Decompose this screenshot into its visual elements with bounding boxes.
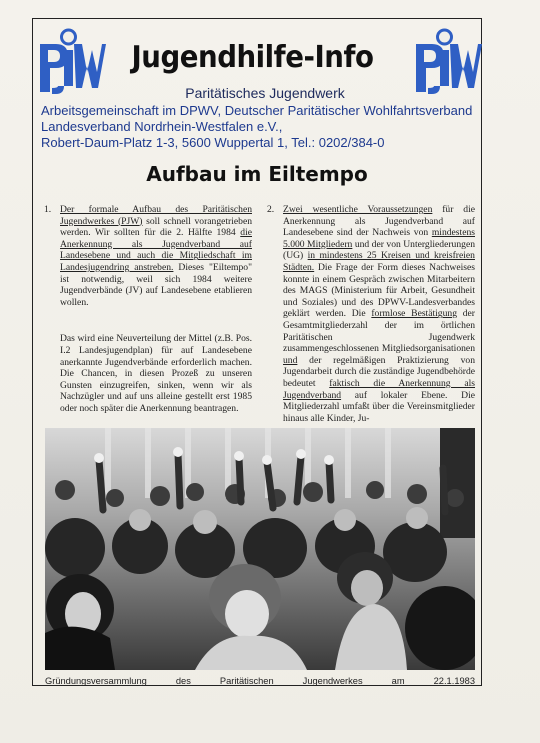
- underlined-text: mindestens 5.000 Mitgliedern: [283, 227, 475, 250]
- underlined-text: Der formale Aufbau des Paritätischen Jugendwerkes (PJW): [60, 204, 252, 227]
- photo-image: [45, 428, 475, 670]
- article-column-left: [44, 204, 253, 415]
- body-text: Dieses "Eiltempo" ist notwendig, weil sich 1984 weitere Jugendverbände (JV) auf Landesebene etablieren wollen.: [60, 261, 252, 308]
- underlined-text: Zwei wesentliche Voraussetzungen: [283, 204, 433, 215]
- body-text: für die Anerkennung als Jugendverband auf Landesebene sind der Nachweis von: [283, 204, 475, 239]
- underlined-text: faktisch die Anerkennung als Jugendverband: [283, 377, 475, 401]
- assembly-photo: [45, 428, 475, 670]
- body-text: der Gesamtmitgliederzahl der im örtlichen Paritätischen Jugendwerk zusammengeschlossenen Mitgliedsorganisationen: [283, 308, 475, 355]
- article-paragraph: Das wird eine Neuverteilung der Mittel (z.B. Pos. I.2 Landesjugendplan) für auf Landesebene anerkannte Jugendverbände erforderlich machen. Die Chancen, in diesen Prozeß zu unseren Gunsten einzugreifen, sinken, wenn wir als Nachzügler und auf uns alleine gestellt erst 1985 oder noch später die Anerkennung beantragen.: [60, 333, 252, 414]
- masthead-subtitle: Paritätisches Jugendwerk: [185, 85, 345, 101]
- underlined-text: in mindestens 25 Kreisen und kreisfreien Städten.: [283, 250, 475, 273]
- org-address-line: Robert-Daum-Platz 1-3, 5600 Wuppertal 1, Tel.: 0202/384-0: [41, 135, 385, 150]
- org-line-2: Landesverband Nordrhein-Westfalen e.V.,: [41, 119, 283, 134]
- section-number: 1.: [44, 204, 52, 215]
- body-text: der regelmäßigen Praktizierung von Jugendarbeit durch die zuständige Jugendbehörde bedeutet: [283, 354, 475, 389]
- body-text: und der von Untergliederungen (UG): [283, 238, 475, 262]
- underlined-text: und: [283, 354, 298, 366]
- article-paragraph: [60, 204, 252, 308]
- body-text: auf lokaler Ebene. Die Mitgliederzahl umfaßt über die Vereinsmitglieder hinaus alle Kinder, Ju-: [283, 389, 475, 424]
- org-line-1: Arbeitsgemeinschaft im DPWV, Deutscher Paritätischer Wohlfahrtsverband: [41, 103, 473, 118]
- pjw-logo-mark: [40, 30, 106, 94]
- underlined-text: die Anerkennung als Jugendverband auf Landesebene und auch die Mitgliedschaft im Landesjugendring anstreben.: [60, 227, 252, 273]
- body-text: Die Frage der Form dieses Nachweises konnte in einem Gespräch zwischen Mitarbeitern des MAGS (Ministerium für Arbeit, Gesundheit und Soziales) und des DPWV-Landesverbandes geklärt werden. Die: [283, 261, 475, 320]
- article-paragraph: [283, 204, 475, 424]
- masthead-title: Jugendhilfe-Info: [131, 40, 374, 75]
- body-text: soll schnell vorangetrieben werden. Wir sollten für die 2. Hälfte 1984: [60, 215, 253, 239]
- article-column-right: [267, 204, 475, 424]
- underlined-text: formlose Bestätigung: [371, 308, 457, 320]
- article-headline: Aufbau im Eiltempo: [146, 162, 368, 186]
- section-number: 2.: [267, 204, 275, 215]
- photo-caption: Gründungsversammlung des Paritätischen Jugendwerkes am 22.1.1983: [45, 676, 475, 686]
- pjw-logo-left: [34, 26, 106, 98]
